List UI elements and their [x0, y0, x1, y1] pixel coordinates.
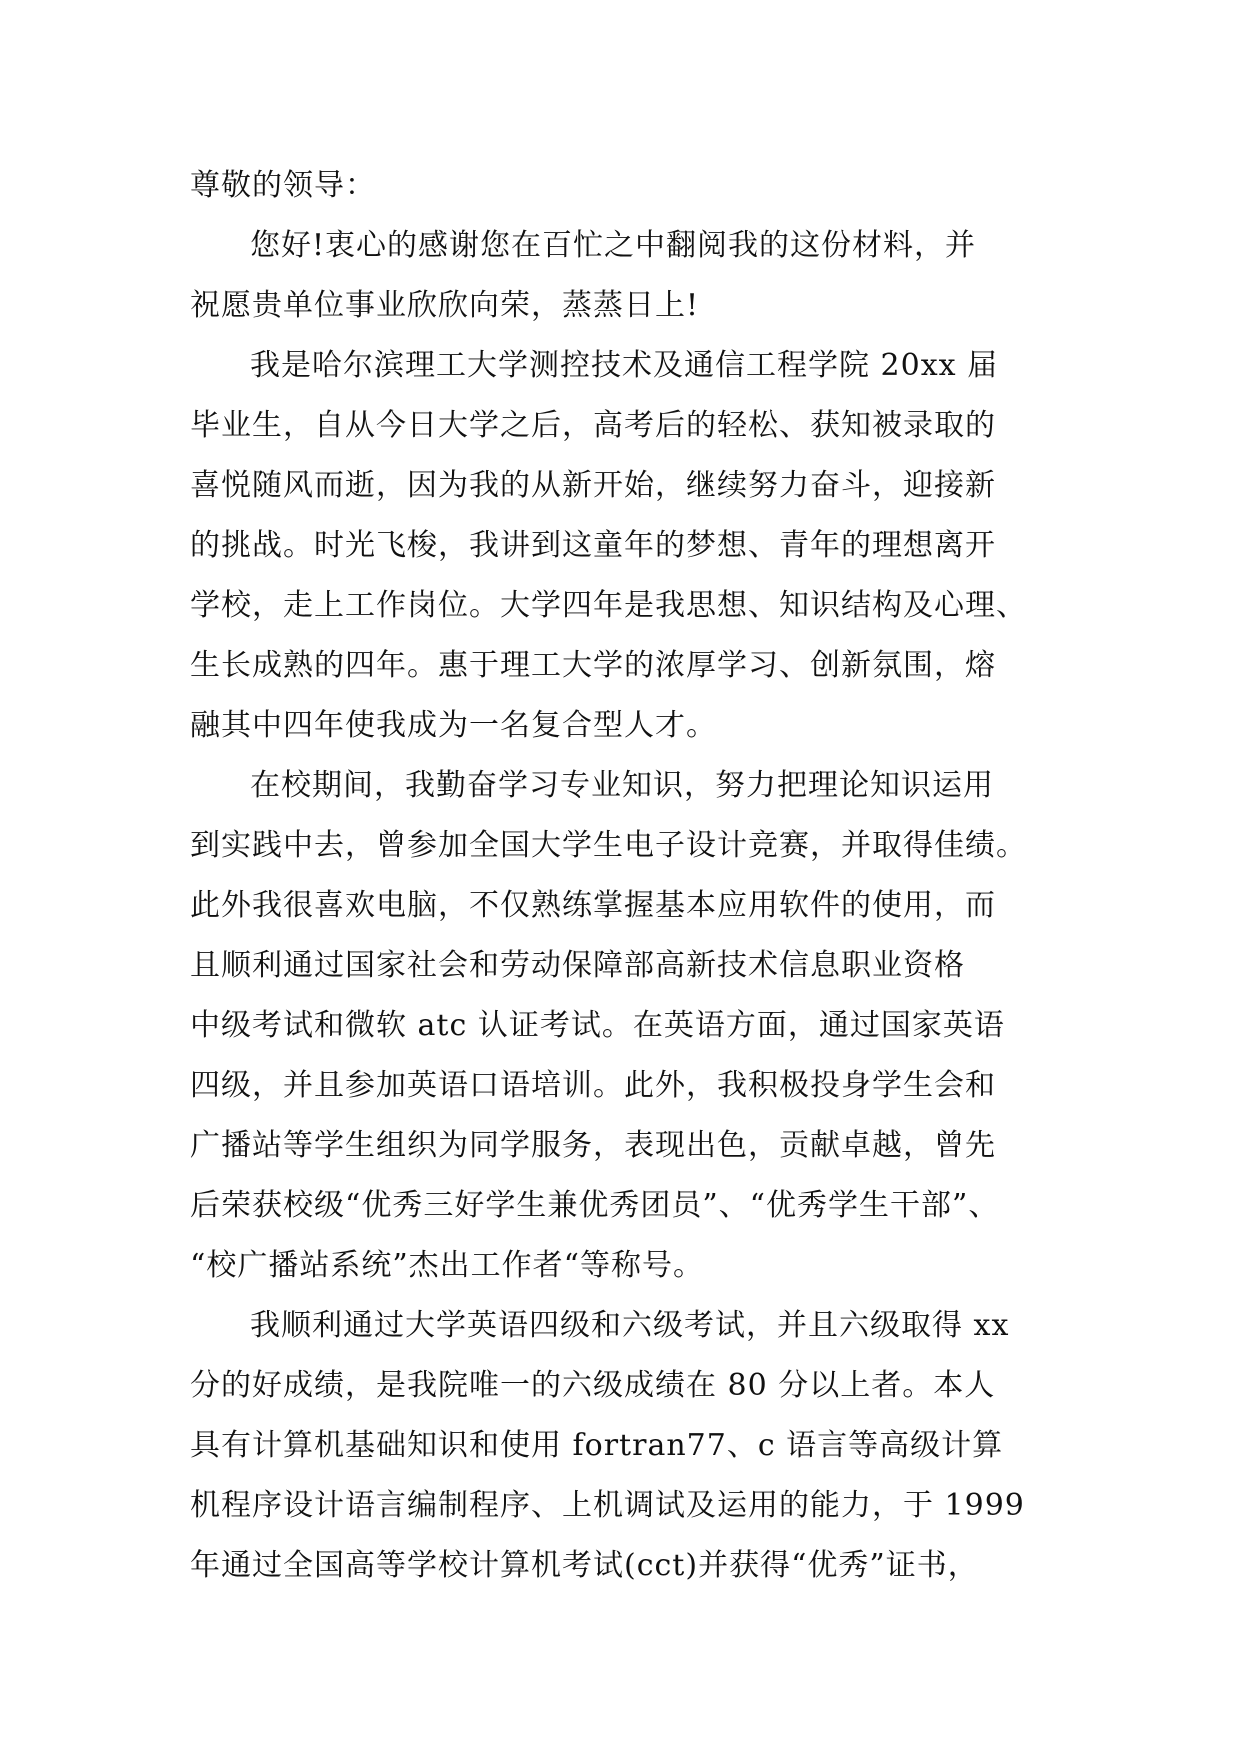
paragraph-line: 学校，走上工作岗位。大学四年是我思想、知识结构及心理、: [190, 588, 1027, 623]
paragraph-line: 中级考试和微软 atc 认证考试。在英语方面，通过国家英语: [190, 1008, 1005, 1043]
paragraph-line: 广播站等学生组织为同学服务，表现出色，贡献卓越，曾先: [190, 1128, 996, 1163]
paragraph-line: 您好!衷心的感谢您在百忙之中翻阅我的这份材料，并: [250, 228, 977, 263]
paragraph-line: 的挑战。时光飞梭，我讲到这童年的梦想、青年的理想离开: [190, 528, 996, 563]
paragraph-line: 年通过全国高等学校计算机考试(cct)并获得“优秀”证书，: [190, 1548, 979, 1583]
paragraph-line: 在校期间，我勤奋学习专业知识，努力把理论知识运用: [250, 768, 994, 803]
paragraph-line: 四级，并且参加英语口语培训。此外，我积极投身学生会和: [190, 1068, 996, 1103]
paragraph-line: 我是哈尔滨理工大学测控技术及通信工程学院 20xx 届: [250, 348, 999, 383]
paragraph-line: 祝愿贵单位事业欣欣向荣，蒸蒸日上!: [190, 288, 700, 323]
paragraph-line: 此外我很喜欢电脑，不仅熟练掌握基本应用软件的使用，而: [190, 888, 996, 923]
paragraph-line: 具有计算机基础知识和使用 fortran77、c 语言等高级计算: [190, 1428, 1004, 1463]
paragraph-line: 喜悦随风而逝，因为我的从新开始，继续努力奋斗，迎接新: [190, 468, 996, 503]
salutation: 尊敬的领导：: [190, 168, 376, 203]
paragraph-line: 到实践中去，曾参加全国大学生电子设计竞赛，并取得佳绩。: [190, 828, 1027, 863]
paragraph-line: 后荣获校级“优秀三好学生兼优秀团员”、“优秀学生干部”、: [190, 1188, 1000, 1223]
paragraph-line: 我顺利通过大学英语四级和六级考试，并且六级取得 xx: [250, 1308, 1010, 1343]
paragraph-line: 分的好成绩，是我院唯一的六级成绩在 80 分以上者。本人: [190, 1368, 996, 1403]
paragraph-line: 毕业生，自从今日大学之后，高考后的轻松、获知被录取的: [190, 408, 996, 443]
letter-body: [190, 156, 1090, 1596]
paragraph-line: 融其中四年使我成为一名复合型人才。: [190, 708, 717, 743]
paragraph-line: 机程序设计语言编制程序、上机调试及运用的能力，于 1999: [190, 1488, 1025, 1523]
paragraph-line: “校广播站系统”杰出工作者“等称号。: [190, 1248, 705, 1283]
paragraph-line: 生长成熟的四年。惠于理工大学的浓厚学习、创新氛围，熔: [190, 648, 996, 683]
paragraph-line: 且顺利通过国家社会和劳动保障部高新技术信息职业资格: [190, 948, 965, 983]
